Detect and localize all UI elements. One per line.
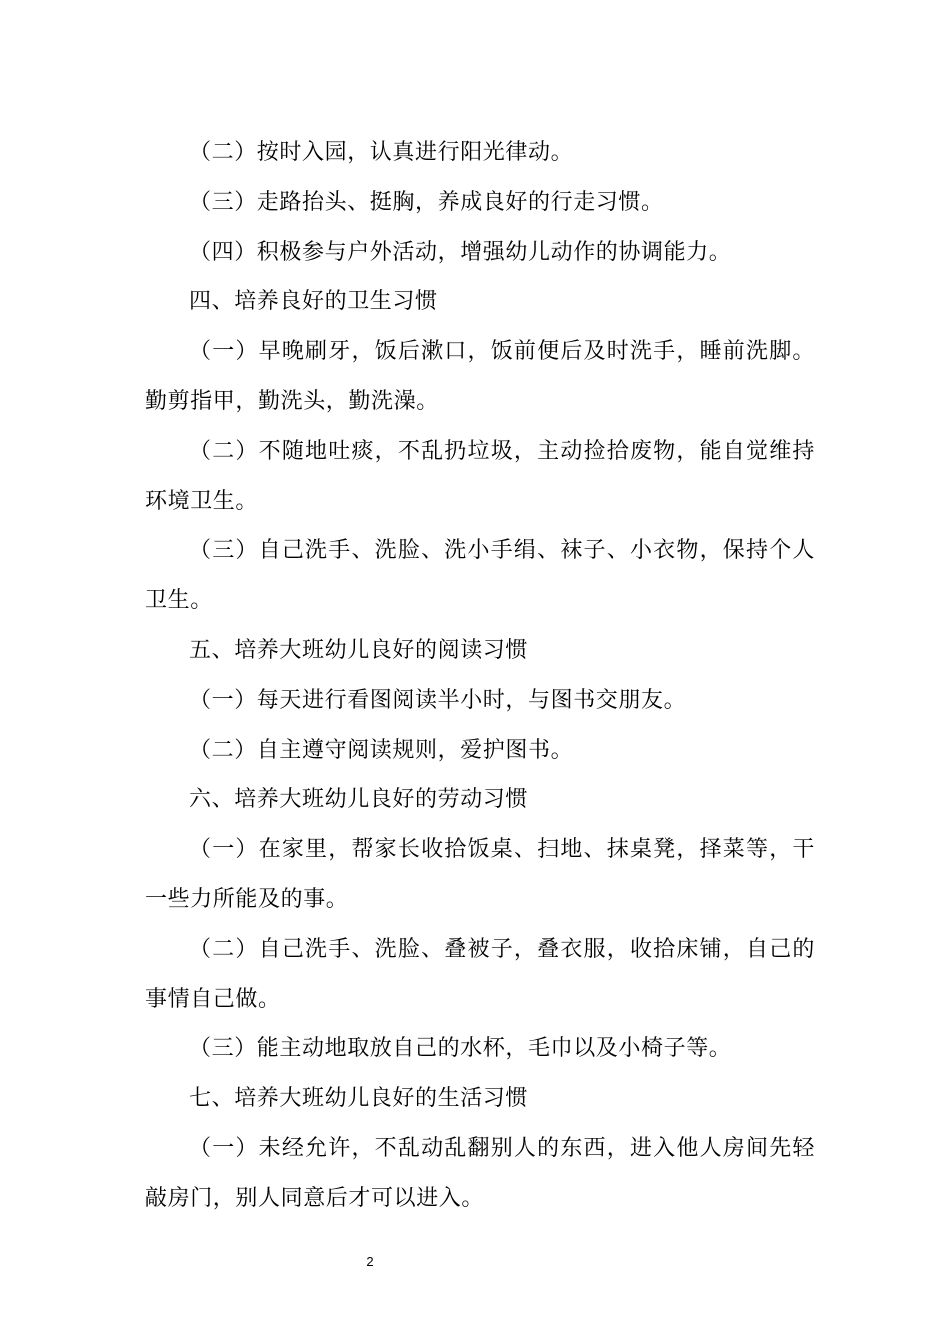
paragraph: （四）积极参与户外活动，增强幼儿动作的协调能力。	[189, 239, 732, 265]
section-heading: 四、培养良好的卫生习惯	[189, 289, 438, 315]
paragraph: （二）自主遵守阅读规则，爱护图书。	[189, 737, 574, 763]
section-heading: 六、培养大班幼儿良好的劳动习惯	[189, 787, 529, 813]
paragraph: （一）未经允许，不乱动乱翻别人的东西，进入他人房间先轻敲房门，别人同意后才可以进入。	[145, 1135, 815, 1211]
paragraph: （一）早晚刷牙，饭后漱口，饭前便后及时洗手，睡前洗脚。勤剪指甲，勤洗头，勤洗澡。	[145, 339, 815, 414]
paragraph: （三）自己洗手、洗脸、洗小手绢、袜子、小衣物，保持个人卫生。	[145, 538, 815, 614]
paragraph: （二）自己洗手、洗脸、叠被子，叠衣服，收拾床铺，自己的事情自己做。	[145, 936, 815, 1012]
section-heading: 五、培养大班幼儿良好的阅读习惯	[189, 637, 529, 663]
paragraph: （三）能主动地取放自己的水杯，毛巾以及小椅子等。	[189, 1036, 732, 1062]
paragraph: （三）走路抬头、挺胸，养成良好的行走习惯。	[189, 189, 664, 215]
paragraph: （一）在家里，帮家长收拾饭桌、扫地、抹桌凳，择菜等，干一些力所能及的事。	[145, 837, 815, 912]
document-body	[145, 128, 815, 1224]
page-number: 2	[366, 1254, 374, 1269]
paragraph: （一）每天进行看图阅读半小时，与图书交朋友。	[189, 687, 687, 713]
paragraph: （二）按时入园，认真进行阳光律动。	[189, 140, 574, 165]
paragraph: （二）不随地吐痰，不乱扔垃圾，主动捡拾废物，能自觉维持环境卫生。	[145, 438, 815, 514]
section-heading: 七、培养大班幼儿良好的生活习惯	[189, 1086, 529, 1112]
